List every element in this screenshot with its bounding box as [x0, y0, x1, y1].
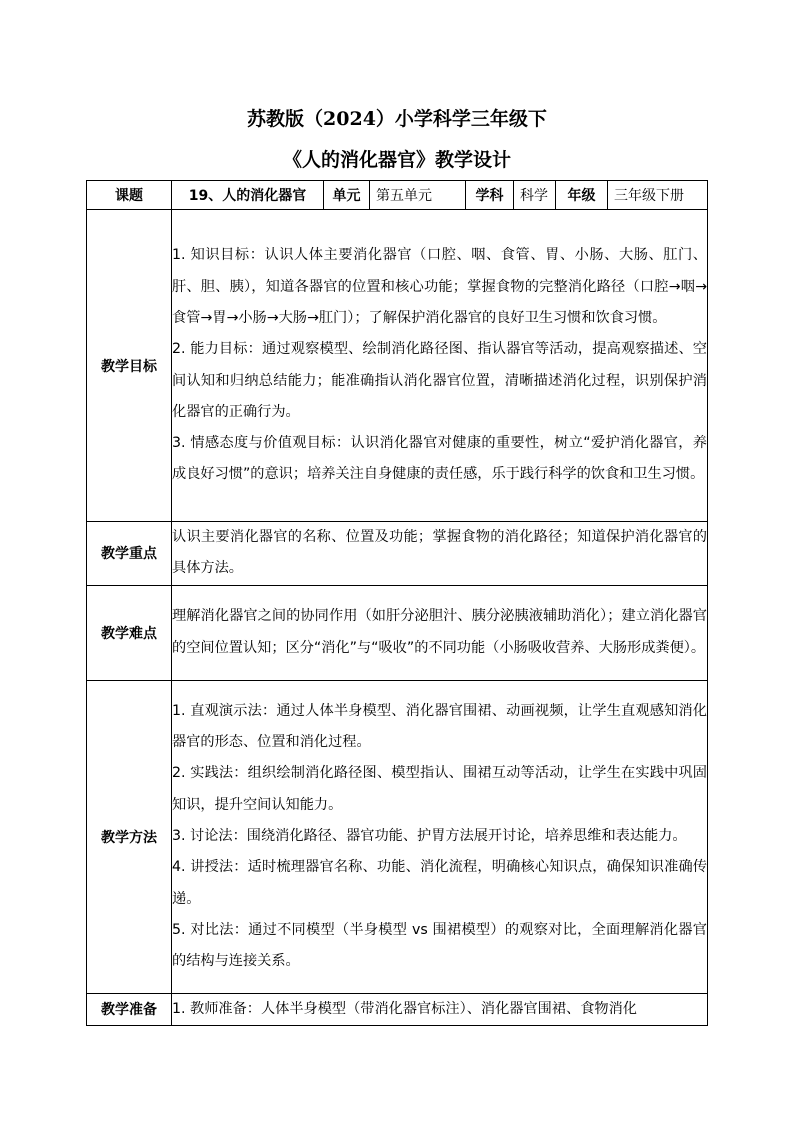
- paragraph: 3. 情感态度与价值观目标：认识消化器官对健康的重要性，树立“爱护消化器官，养成良好习惯”的意识；培养关注自身健康的责任感，乐于践行科学的饮食和卫生习惯。: [172, 435, 707, 483]
- document-subtitle: 《人的消化器官》教学设计: [282, 149, 511, 171]
- grade-label: 年级: [556, 181, 608, 210]
- paragraph: 1. 教师准备：人体半身模型（带消化器官标注）、消化器官围裙、食物消化: [172, 1000, 637, 1017]
- section-content: [172, 210, 708, 522]
- grade-value: 三年级下册: [608, 181, 708, 210]
- paragraph: 1. 知识目标：认识人体主要消化器官（口腔、咽、食管、胃、小肠、大肠、肛门、肝、胆、胰），知道各器官的位置和核心功能；掌握食物的完整消化路径（口腔→咽→食管→胃→小肠→大肠→肛门）；了解保护消化器官的良好卫生习惯和饮食习惯。: [172, 247, 707, 326]
- section-content: [172, 680, 708, 993]
- paragraph: 2. 能力目标：通过观察模型、绘制消化路径图、指认器官等活动，提高观察描述、空间认知和归纳总结能力；能准确指认消化器官位置，清晰描述消化过程，识别保护消化器官的正确行为。: [172, 341, 707, 420]
- section-row: [87, 680, 708, 993]
- paragraph: 5. 对比法：通过不同模型（半身模型 vs 围裙模型）的观察对比，全面理解消化器官的结构与连接关系。: [172, 921, 707, 970]
- topic-label: 课题: [87, 181, 172, 210]
- section-row: [87, 210, 708, 522]
- section-row: [87, 522, 708, 586]
- section-content: [172, 585, 708, 680]
- lesson-plan-table: [86, 180, 708, 1026]
- section-row: [87, 993, 708, 1025]
- subject-label: 学科: [466, 181, 514, 210]
- section-content: [172, 522, 708, 586]
- section-content: [172, 993, 708, 1025]
- section-row: [87, 585, 708, 680]
- subject-value: 科学: [514, 181, 556, 210]
- info-row: [87, 181, 708, 210]
- section-label: 教学重点: [87, 522, 172, 586]
- document-title: 苏教版（2024）小学科学三年级下: [247, 108, 547, 130]
- section-label: 教学难点: [87, 585, 172, 680]
- unit-value: 第五单元: [370, 181, 466, 210]
- topic-value: 19、人的消化器官: [172, 181, 324, 210]
- paragraph: 3. 讨论法：围绕消化路径、器官功能、护胃方法展开讨论，培养思维和表达能力。: [172, 827, 687, 844]
- paragraph: 2. 实践法：组织绘制消化路径图、模型指认、围裙互动等活动，让学生在实践中巩固知识，提升空间认知能力。: [172, 765, 707, 813]
- paragraph: 认识主要消化器官的名称、位置及功能；掌握食物的消化路径；知道保护消化器官的具体方法。: [172, 529, 707, 577]
- paragraph: 1. 直观演示法：通过人体半身模型、消化器官围裙、动画视频，让学生直观感知消化器官的形态、位置和消化过程。: [172, 702, 707, 751]
- section-label: 教学目标: [87, 210, 172, 522]
- paragraph: 4. 讲授法：适时梳理器官名称、功能、消化流程，明确核心知识点，确保知识准确传递。: [172, 859, 707, 907]
- paragraph: 理解消化器官之间的协同作用（如肝分泌胆汁、胰分泌胰液辅助消化）；建立消化器官的空间位置认知；区分“消化”与“吸收”的不同功能（小肠吸收营养、大肠形成粪便）。: [172, 608, 707, 656]
- section-label: 教学方法: [87, 680, 172, 993]
- unit-label: 单元: [324, 181, 370, 210]
- section-label: 教学准备: [87, 993, 172, 1025]
